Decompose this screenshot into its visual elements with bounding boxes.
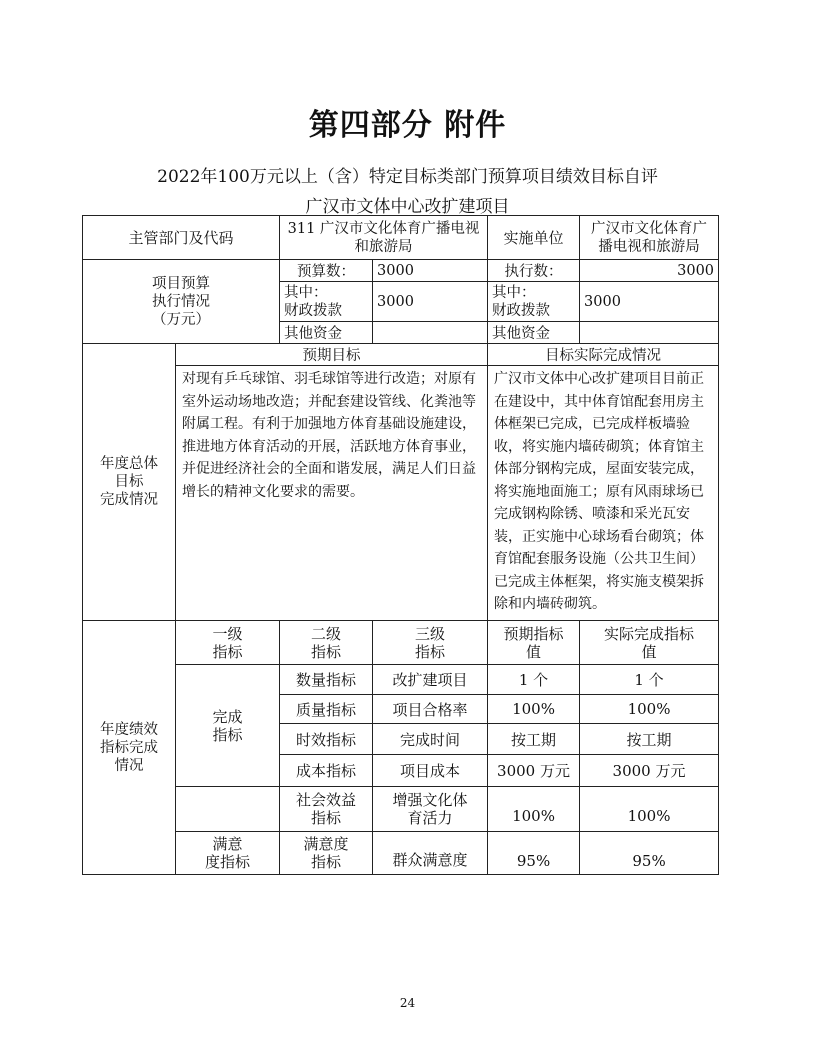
indicator-level3 <box>373 787 488 832</box>
indicator-level2: 质量指标 <box>280 695 373 724</box>
fiscal-exec-label-line1: 其中： <box>492 284 536 301</box>
social-benefit-level1-empty <box>176 787 280 832</box>
budget-num-value: 3000 <box>373 260 488 282</box>
impl-value: 广汉市文化体育广播电视和旅游局 <box>580 216 719 260</box>
actual-line1: 实际完成指标 <box>604 624 695 643</box>
table-row <box>83 787 719 832</box>
performance-table <box>82 215 719 875</box>
budget-label-line1: 项目预算 <box>152 275 210 292</box>
fiscal-label-line1: 其中： <box>284 284 328 301</box>
other-funds-budget-value <box>373 322 488 344</box>
perf-label-line2: 指标完成 <box>100 739 158 756</box>
level2-line2: 指标 <box>311 642 342 661</box>
overall-label-line1: 年度总体 <box>100 456 158 472</box>
indicator-level3: 项目成本 <box>373 755 488 787</box>
completion-line2: 指标 <box>212 725 243 744</box>
other-funds-budget-label: 其他资金 <box>280 322 373 344</box>
indicator-level3: 项目合格率 <box>373 695 488 724</box>
level2-line1: 二级 <box>311 624 342 643</box>
social-level2-line2: 指标 <box>311 809 342 827</box>
level3-line1: 三级 <box>415 624 446 643</box>
indicator-level2: 数量指标 <box>280 665 373 695</box>
indicator-expected: 按工期 <box>488 724 580 755</box>
budget-num-label: 预算数： <box>280 260 373 282</box>
expected-goal-text: 对现有乒乓球馆、羽毛球馆等进行改造；对原有室外运动场地改造；并配套建设管线、化粪池等附属工程。有利于加强地方体育基础设施建设，推进地方体育活动的开展，活跃地方体育事业，并促进经济社会的全面和谐发展，满足人们日益增长的精神文化要求的需要。 <box>176 366 488 621</box>
satisfaction-indicator-label <box>176 832 280 875</box>
completion-indicator-label <box>176 665 280 787</box>
subtitle-line2: 广汉市文体中心改扩建项目 <box>305 197 510 217</box>
exec-num-value: 3000 <box>580 260 719 282</box>
expected-line1: 预期指标 <box>503 624 564 643</box>
indicator-level3: 完成时间 <box>373 724 488 755</box>
budget-label <box>83 260 280 344</box>
indicator-expected: 100% <box>488 695 580 724</box>
fiscal-budget-value: 3000 <box>373 282 488 322</box>
level1-line2: 指标 <box>212 642 243 661</box>
fiscal-budget-label <box>280 282 373 322</box>
expected-line2: 值 <box>526 642 542 661</box>
indicator-level2 <box>280 787 373 832</box>
indicator-actual: 95% <box>580 832 719 875</box>
dept-value: 311 广汉市文化体育广播电视和旅游局 <box>280 216 488 260</box>
indicator-expected: 1 个 <box>488 665 580 695</box>
col-header-level2 <box>280 621 373 665</box>
other-funds-exec-label: 其他资金 <box>488 322 580 344</box>
indicator-actual: 按工期 <box>580 724 719 755</box>
satisfaction-level2-line1: 满意度 <box>303 835 349 853</box>
fiscal-exec-label <box>488 282 580 322</box>
page-title: 第四部分 附件 <box>308 108 507 143</box>
impl-label: 实施单位 <box>488 216 580 260</box>
indicator-level2 <box>280 832 373 875</box>
fiscal-exec-value: 3000 <box>580 282 719 322</box>
fiscal-exec-label-line2: 财政拨款 <box>492 302 551 319</box>
budget-label-line2: 执行情况 <box>152 293 210 310</box>
exec-num-label: 执行数： <box>488 260 580 282</box>
indicator-level2: 时效指标 <box>280 724 373 755</box>
indicator-actual: 100% <box>580 787 719 832</box>
level1-line1: 一级 <box>212 624 243 643</box>
col-header-level1 <box>176 621 280 665</box>
satisfaction-level2-line2: 指标 <box>311 853 342 871</box>
col-header-expected <box>488 621 580 665</box>
social-level3-line2: 育活力 <box>407 809 453 827</box>
completion-line1: 完成 <box>212 707 243 726</box>
indicator-level3: 改扩建项目 <box>373 665 488 695</box>
indicator-actual: 100% <box>580 695 719 724</box>
actual-line2: 值 <box>641 642 657 661</box>
expected-goal-header: 预期目标 <box>176 344 488 366</box>
dept-label: 主管部门及代码 <box>83 216 280 260</box>
social-level2-line1: 社会效益 <box>296 791 357 809</box>
table-row <box>83 832 719 875</box>
indicator-actual: 1 个 <box>580 665 719 695</box>
overall-goal-label <box>83 344 176 621</box>
level3-line2: 指标 <box>415 642 446 661</box>
social-level3-line1: 增强文化体 <box>392 791 468 809</box>
perf-label <box>83 621 176 875</box>
indicator-actual: 3000 万元 <box>580 755 719 787</box>
table-row <box>83 665 719 695</box>
overall-label-line3: 完成情况 <box>100 492 158 508</box>
col-header-level3 <box>373 621 488 665</box>
perf-label-line3: 情况 <box>114 757 144 774</box>
indicator-level3: 群众满意度 <box>373 832 488 875</box>
overall-label-line2: 目标 <box>114 474 144 490</box>
satisfaction-line2: 度指标 <box>205 853 251 871</box>
indicator-expected: 95% <box>488 832 580 875</box>
page-number: 24 <box>399 996 416 1010</box>
perf-label-line1: 年度绩效 <box>100 721 158 738</box>
indicator-level2: 成本指标 <box>280 755 373 787</box>
other-funds-exec-value <box>580 322 719 344</box>
budget-label-line3: （万元） <box>152 311 210 328</box>
actual-goal-text: 广汉市文体中心改扩建项目目前正在建设中，其中体育馆配套用房主体框架已完成，已完成样板墙验收，将实施内墙砖砌筑；体育馆主体部分钢构完成，屋面安装完成，将实施地面施工；原有风雨球场已完成钢构除锈、喷漆和采光瓦安装，正实施中心球场看台砌筑；体育馆配套服务设施（公共卫生间）已完成主体框架，将实施支模架拆除和内墙砖砌筑。 <box>488 366 719 621</box>
actual-goal-header: 目标实际完成情况 <box>488 344 719 366</box>
fiscal-label-line2: 财政拨款 <box>284 302 343 319</box>
indicator-expected: 3000 万元 <box>488 755 580 787</box>
satisfaction-line1: 满意 <box>212 835 243 853</box>
col-header-actual <box>580 621 719 665</box>
subtitle-line1: 2022年100万元以上（含）特定目标类部门预算项目绩效目标自评 <box>157 167 658 187</box>
indicator-expected: 100% <box>488 787 580 832</box>
